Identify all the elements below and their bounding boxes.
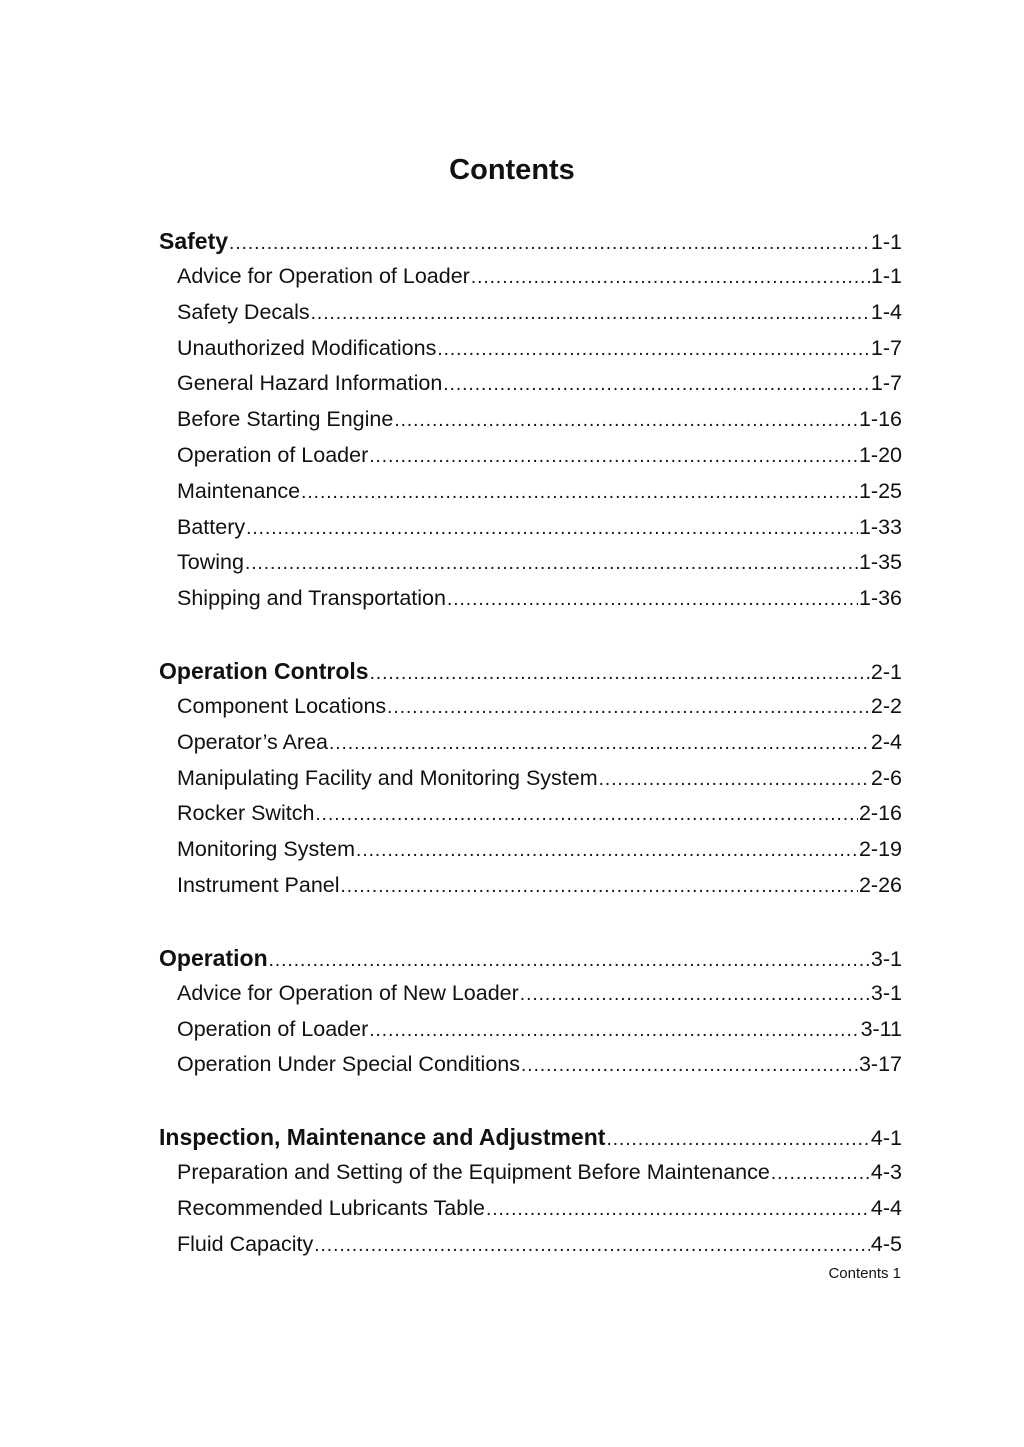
- toc-entry[interactable]: [159, 761, 902, 797]
- toc-entry[interactable]: [159, 474, 902, 510]
- dot-leader: [370, 656, 870, 689]
- toc-section-heading[interactable]: [159, 653, 902, 689]
- dot-leader: [599, 762, 870, 797]
- toc-page-number: 4-4: [870, 1195, 902, 1220]
- toc-page-number: 1-1: [870, 264, 902, 288]
- toc-entry[interactable]: [159, 510, 902, 546]
- toc-page-number: 2-6: [870, 765, 902, 790]
- toc-entry-title: Rocker Switch: [177, 801, 315, 826]
- toc-entry-title: Unauthorized Modifications: [177, 335, 437, 360]
- toc-entry-title: Before Starting Engine: [177, 407, 394, 432]
- dot-leader: [329, 726, 870, 761]
- toc-entry-title: Recommended Lubricants Table: [177, 1195, 485, 1220]
- toc-entry[interactable]: [159, 1047, 902, 1083]
- toc-page-number: 1-20: [858, 442, 902, 467]
- toc-entry[interactable]: [159, 1012, 902, 1048]
- toc-section-heading[interactable]: [159, 223, 902, 259]
- toc-entry-title: Safety: [159, 228, 229, 254]
- toc-entry-title: Instrument Panel: [177, 872, 340, 897]
- toc-page-number: 1-7: [870, 335, 902, 360]
- dot-leader: [269, 943, 870, 976]
- toc-page-number: 4-5: [870, 1231, 902, 1256]
- toc-page-number: 4-1: [870, 1126, 902, 1151]
- toc-entry-title: Monitoring System: [177, 837, 356, 862]
- toc-page-number: 1-25: [858, 478, 902, 503]
- toc-entry-title: Manipulating Facility and Monitoring System: [177, 765, 598, 790]
- dot-leader: [356, 833, 858, 868]
- dot-leader: [341, 869, 858, 904]
- toc-section: [159, 940, 902, 1083]
- dot-leader: [521, 1048, 858, 1083]
- toc-page-number: 1-33: [858, 514, 902, 539]
- toc-entry[interactable]: [159, 295, 902, 331]
- dot-leader: [447, 582, 858, 617]
- toc-entry[interactable]: [159, 438, 902, 474]
- toc-entry-title: Preparation and Setting of the Equipment Before Maintenance: [177, 1160, 770, 1185]
- toc-entry-title: Component Locations: [177, 693, 387, 718]
- toc-entry-title: Inspection, Maintenance and Adjustment: [159, 1124, 606, 1151]
- toc-page-number: 1-7: [870, 371, 902, 396]
- toc-entry[interactable]: [159, 1155, 902, 1191]
- toc-entry-title: Towing: [177, 550, 244, 575]
- toc-page-number: 2-16: [858, 801, 902, 826]
- toc-entry-title: Operation: [159, 944, 268, 971]
- toc-entry-title: Fluid Capacity: [177, 1231, 314, 1256]
- toc-entry[interactable]: [159, 402, 902, 438]
- toc-section: [159, 653, 902, 904]
- dot-leader: [520, 977, 870, 1012]
- toc-entry[interactable]: [159, 1191, 902, 1227]
- toc-page-number: 3-1: [870, 980, 902, 1005]
- toc-entry[interactable]: [159, 581, 902, 617]
- toc-entry-title: Operator’s Area: [177, 729, 328, 754]
- dot-leader: [486, 1192, 870, 1227]
- dot-leader: [437, 332, 870, 367]
- toc-page-number: 3-1: [870, 946, 902, 971]
- toc-entry[interactable]: [159, 1227, 902, 1263]
- toc-entry[interactable]: [159, 366, 902, 402]
- dot-leader: [245, 546, 858, 581]
- toc-entry[interactable]: [159, 259, 902, 295]
- dot-leader: [314, 1228, 870, 1263]
- toc-entry-title: Shipping and Transportation: [177, 586, 446, 611]
- table-of-contents: [159, 223, 902, 1299]
- dot-leader: [369, 1013, 859, 1048]
- toc-section: [159, 223, 902, 617]
- toc-entry[interactable]: [159, 976, 902, 1012]
- toc-entry-title: Advice for Operation of Loader: [177, 264, 470, 288]
- toc-page-number: 2-1: [870, 659, 902, 684]
- toc-section-heading[interactable]: [159, 940, 902, 976]
- toc-entry[interactable]: [159, 796, 902, 832]
- toc-entry-title: Operation of Loader: [177, 1016, 369, 1041]
- toc-entry-title: Maintenance: [177, 478, 301, 503]
- toc-entry-title: Battery: [177, 514, 246, 539]
- dot-leader: [394, 403, 858, 438]
- toc-entry[interactable]: [159, 868, 902, 904]
- toc-entry[interactable]: [159, 545, 902, 581]
- page-title: Contents: [449, 154, 575, 186]
- dot-leader: [387, 690, 870, 725]
- toc-section-heading[interactable]: [159, 1119, 902, 1155]
- toc-page-number: 1-36: [858, 586, 902, 611]
- toc-entry[interactable]: [159, 689, 902, 725]
- toc-entry-title: Advice for Operation of New Loader: [177, 980, 519, 1005]
- toc-entry[interactable]: [159, 331, 902, 367]
- toc-entry-title: Operation of Loader: [177, 442, 369, 467]
- toc-page-number: 1-1: [870, 230, 902, 254]
- toc-page-number: 2-26: [858, 872, 902, 897]
- dot-leader: [471, 260, 870, 295]
- toc-page-number: 2-4: [870, 729, 902, 754]
- dot-leader: [315, 797, 858, 832]
- toc-page-number: 1-4: [870, 299, 902, 324]
- dot-leader: [443, 367, 870, 402]
- toc-page-number: 2-2: [870, 693, 902, 718]
- toc-page-number: 2-19: [858, 837, 902, 862]
- dot-leader: [301, 475, 858, 510]
- toc-page-number: 1-35: [858, 550, 902, 575]
- toc-entry-title: General Hazard Information: [177, 371, 443, 396]
- dot-leader: [229, 226, 870, 259]
- page-footer: Contents 1: [828, 1265, 901, 1282]
- toc-entry[interactable]: [159, 725, 902, 761]
- dot-leader: [606, 1122, 869, 1155]
- dot-leader: [311, 296, 870, 331]
- dot-leader: [369, 439, 858, 474]
- toc-entry[interactable]: [159, 832, 902, 868]
- toc-entry-title: Safety Decals: [177, 299, 310, 324]
- toc-page-number: 3-11: [860, 1016, 902, 1041]
- toc-entry-title: Operation Under Special Conditions: [177, 1052, 521, 1077]
- dot-leader: [771, 1156, 870, 1191]
- toc-section: [159, 1119, 902, 1262]
- dot-leader: [246, 511, 858, 546]
- toc-page-number: 1-16: [858, 407, 902, 432]
- toc-entry-title: Operation Controls: [159, 657, 369, 684]
- toc-page-number: 3-17: [858, 1052, 902, 1077]
- toc-page-number: 4-3: [870, 1160, 902, 1185]
